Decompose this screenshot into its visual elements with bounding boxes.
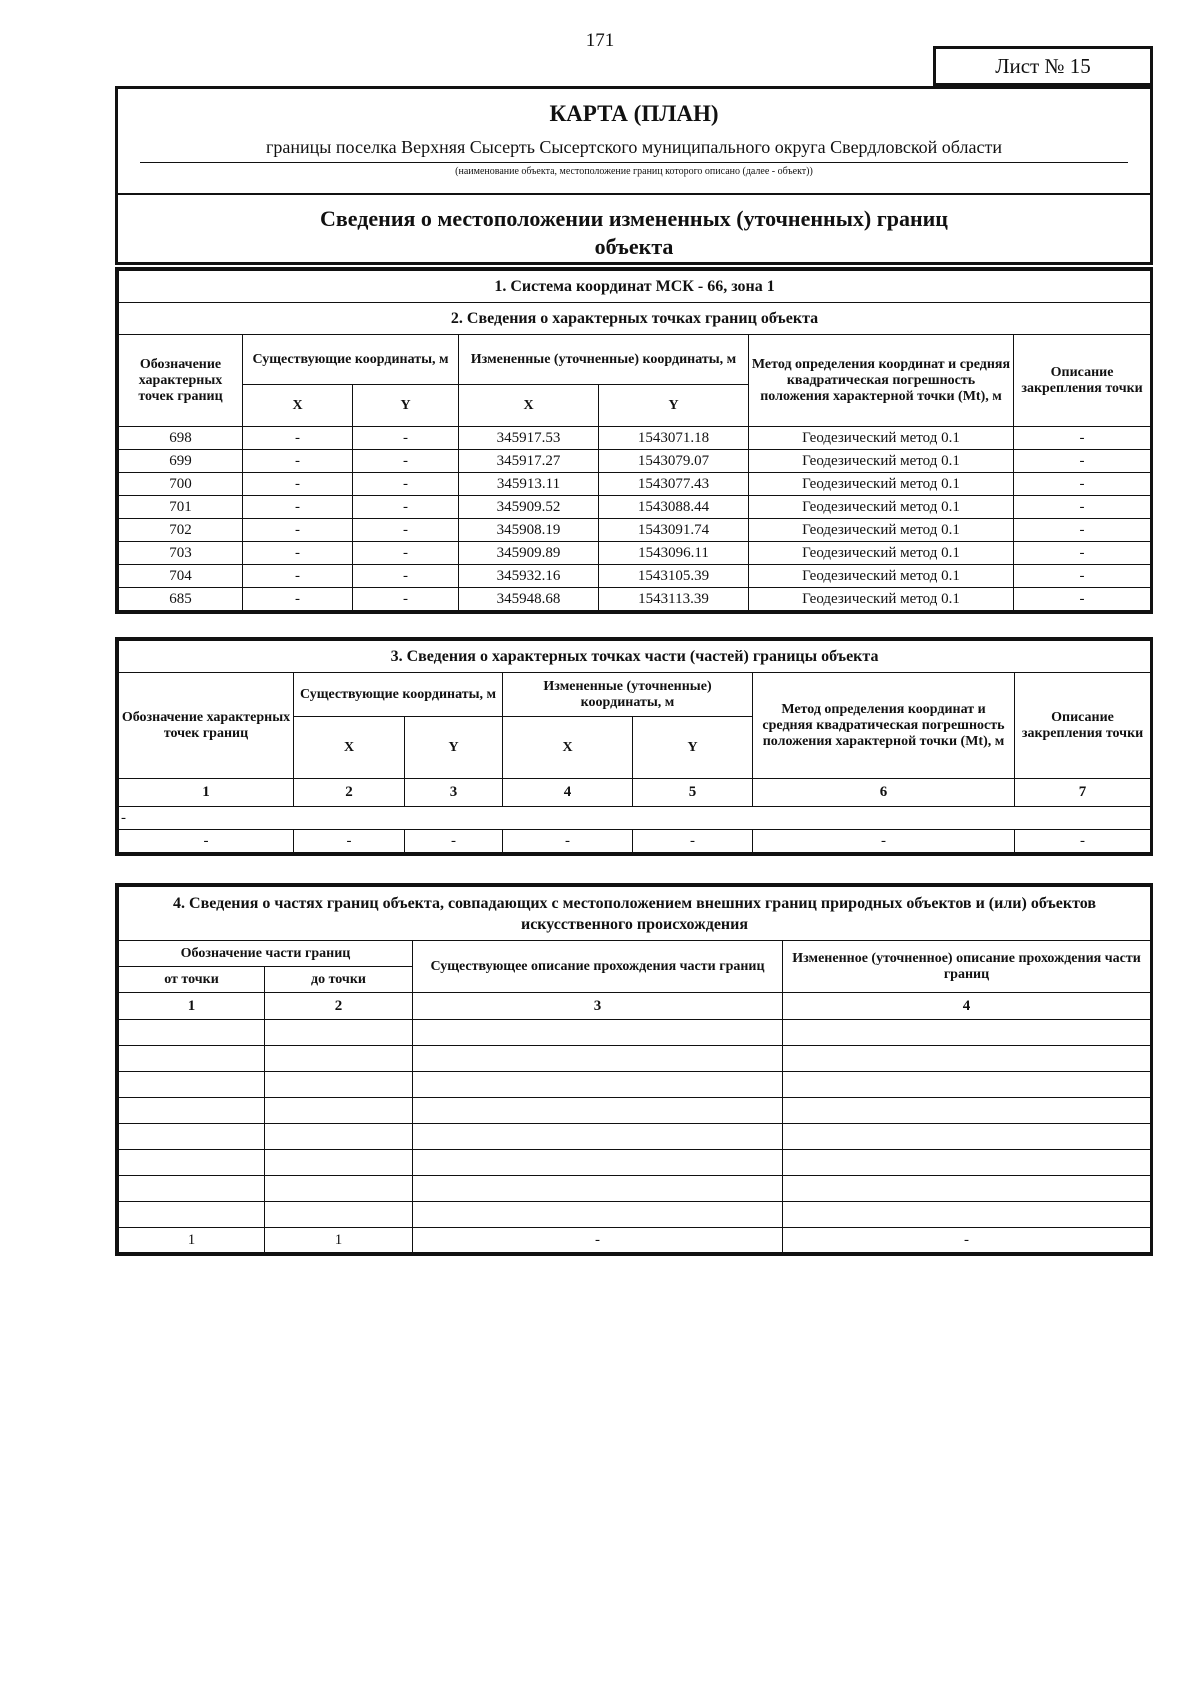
changed-x: 345908.19 bbox=[459, 519, 599, 542]
col-changed-x: X bbox=[459, 385, 599, 427]
empty-row bbox=[119, 1072, 1151, 1098]
existing-y: - bbox=[353, 496, 459, 519]
description: - bbox=[1014, 450, 1151, 473]
section-2-title: 2. Сведения о характерных точках границ объекта bbox=[119, 303, 1151, 335]
table-row bbox=[119, 565, 1151, 588]
column-number: 4 bbox=[503, 779, 633, 807]
col-part-header: Обозначение части границ bbox=[119, 941, 413, 967]
column-number: 3 bbox=[405, 779, 503, 807]
cell: - bbox=[1015, 830, 1151, 853]
cell: - bbox=[503, 830, 633, 853]
col-changed-y: Y bbox=[599, 385, 749, 427]
method: Геодезический метод 0.1 bbox=[749, 542, 1014, 565]
col-existing-y: Y bbox=[353, 385, 459, 427]
col-to-header: до точки bbox=[265, 967, 413, 993]
existing-y: - bbox=[353, 588, 459, 611]
description: - bbox=[1014, 496, 1151, 519]
table-row bbox=[119, 588, 1151, 611]
changed-x: 345917.27 bbox=[459, 450, 599, 473]
col-changed-y: Y bbox=[633, 717, 753, 779]
description: - bbox=[1014, 588, 1151, 611]
cell: - bbox=[119, 830, 294, 853]
existing-y: - bbox=[353, 519, 459, 542]
existing-x: - bbox=[243, 519, 353, 542]
description: - bbox=[1014, 519, 1151, 542]
existing-y: - bbox=[353, 473, 459, 496]
existing-y: - bbox=[353, 450, 459, 473]
changed-x: 345909.52 bbox=[459, 496, 599, 519]
existing-x: - bbox=[243, 427, 353, 450]
col-point-header: Обозначение характерных точек границ bbox=[119, 673, 294, 779]
cell: - bbox=[753, 830, 1015, 853]
method: Геодезический метод 0.1 bbox=[749, 427, 1014, 450]
col-desc-header: Описание закрепления точки bbox=[1014, 335, 1151, 427]
column-numbers-row bbox=[119, 779, 1151, 807]
col-existing-x: X bbox=[243, 385, 353, 427]
map-title: КАРТА (ПЛАН) bbox=[549, 101, 719, 126]
existing-x: - bbox=[243, 450, 353, 473]
changed-y: 1543105.39 bbox=[599, 565, 749, 588]
description: - bbox=[1014, 427, 1151, 450]
object-note: (наименование объекта, местоположение границ которого описано (далее - объект)) bbox=[455, 166, 813, 177]
column-number: 7 bbox=[1015, 779, 1151, 807]
cell: - bbox=[633, 830, 753, 853]
col-from-header: от точки bbox=[119, 967, 265, 993]
section-3-title: 3. Сведения о характерных точках части (частей) границы объекта bbox=[119, 641, 1151, 673]
table-row bbox=[119, 450, 1151, 473]
empty-row bbox=[119, 1098, 1151, 1124]
changed-y: 1543088.44 bbox=[599, 496, 749, 519]
description: - bbox=[1014, 542, 1151, 565]
table-row bbox=[119, 427, 1151, 450]
changed-x: 345917.53 bbox=[459, 427, 599, 450]
column-number: 1 bbox=[119, 779, 294, 807]
method: Геодезический метод 0.1 bbox=[749, 496, 1014, 519]
header-divider bbox=[118, 193, 1150, 195]
method: Геодезический метод 0.1 bbox=[749, 565, 1014, 588]
col-method-header: Метод определения координат и средняя квадратическая погрешность положения характерной точки (Mt), м bbox=[753, 673, 1015, 779]
cell: - bbox=[294, 830, 405, 853]
part-points-table bbox=[115, 637, 1153, 856]
point-id: 702 bbox=[119, 519, 243, 542]
header-subtitle bbox=[118, 205, 1150, 261]
col-existing-x: X bbox=[294, 717, 405, 779]
existing-x: - bbox=[243, 496, 353, 519]
changed-y: 1543113.39 bbox=[599, 588, 749, 611]
column-numbers-row bbox=[119, 993, 1151, 1020]
page-number: 171 bbox=[585, 30, 615, 51]
table-row bbox=[119, 542, 1151, 565]
point-id: 700 bbox=[119, 473, 243, 496]
col-changed-x: X bbox=[503, 717, 633, 779]
empty-row bbox=[119, 1046, 1151, 1072]
method: Геодезический метод 0.1 bbox=[749, 519, 1014, 542]
col-existing-header: Существующие координаты, м bbox=[243, 335, 459, 385]
part-label: - bbox=[119, 807, 1151, 830]
col-method-header: Метод определения координат и средняя квадратическая погрешность положения характерной точки (Mt), м bbox=[749, 335, 1014, 427]
existing-y: - bbox=[353, 542, 459, 565]
to-point: 1 bbox=[265, 1228, 413, 1253]
changed-x: 345932.16 bbox=[459, 565, 599, 588]
table-row bbox=[119, 830, 1151, 853]
table-row bbox=[119, 496, 1151, 519]
empty-row bbox=[119, 1124, 1151, 1150]
boundary-points-table bbox=[115, 267, 1153, 614]
point-id: 701 bbox=[119, 496, 243, 519]
col-changed-header: Измененные (уточненные) координаты, м bbox=[503, 673, 753, 717]
changed-y: 1543071.18 bbox=[599, 427, 749, 450]
column-number: 2 bbox=[265, 993, 413, 1020]
changed-x: 345909.89 bbox=[459, 542, 599, 565]
existing-x: - bbox=[243, 473, 353, 496]
table-row bbox=[119, 519, 1151, 542]
column-number: 6 bbox=[753, 779, 1015, 807]
method: Геодезический метод 0.1 bbox=[749, 473, 1014, 496]
col-changed-desc-header: Измененное (уточненное) описание прохождения части границ bbox=[783, 941, 1151, 993]
column-number: 2 bbox=[294, 779, 405, 807]
changed-y: 1543096.11 bbox=[599, 542, 749, 565]
section-4-title: 4. Сведения о частях границ объекта, совпадающих с местоположением внешних границ природных объектов и (или) объектов искусственного происхождения bbox=[119, 887, 1151, 941]
changed-y: 1543079.07 bbox=[599, 450, 749, 473]
table-row bbox=[119, 1228, 1151, 1253]
table-row bbox=[119, 473, 1151, 496]
point-id: 703 bbox=[119, 542, 243, 565]
changed-y: 1543091.74 bbox=[599, 519, 749, 542]
existing-y: - bbox=[353, 427, 459, 450]
sheet-label: Лист № 15 bbox=[933, 46, 1153, 86]
method: Геодезический метод 0.1 bbox=[749, 450, 1014, 473]
empty-row bbox=[119, 1202, 1151, 1228]
method: Геодезический метод 0.1 bbox=[749, 588, 1014, 611]
from-point: 1 bbox=[119, 1228, 265, 1253]
subtitle-line-2: объекта bbox=[594, 234, 674, 259]
empty-row bbox=[119, 1020, 1151, 1046]
description: - bbox=[1014, 565, 1151, 588]
empty-row bbox=[119, 1176, 1151, 1202]
changed-x: 345948.68 bbox=[459, 588, 599, 611]
col-changed-header: Измененные (уточненные) координаты, м bbox=[459, 335, 749, 385]
changed-x: 345913.11 bbox=[459, 473, 599, 496]
description: - bbox=[1014, 473, 1151, 496]
point-id: 704 bbox=[119, 565, 243, 588]
col-existing-header: Существующие координаты, м bbox=[294, 673, 503, 717]
map-header bbox=[115, 86, 1153, 265]
subtitle-line-1: Сведения о местоположении измененных (уточненных) границ bbox=[320, 206, 948, 231]
point-id: 698 bbox=[119, 427, 243, 450]
column-number: 1 bbox=[119, 993, 265, 1020]
point-id: 699 bbox=[119, 450, 243, 473]
changed-y: 1543077.43 bbox=[599, 473, 749, 496]
coordinate-system-title: 1. Система координат МСК - 66, зона 1 bbox=[119, 271, 1151, 303]
changed-description: - bbox=[783, 1228, 1151, 1253]
boundary-parts-table bbox=[115, 883, 1153, 1256]
col-desc-header: Описание закрепления точки bbox=[1015, 673, 1151, 779]
col-existing-desc-header: Существующее описание прохождения части границ bbox=[413, 941, 783, 993]
column-number: 5 bbox=[633, 779, 753, 807]
point-id: 685 bbox=[119, 588, 243, 611]
existing-x: - bbox=[243, 588, 353, 611]
empty-row bbox=[119, 1150, 1151, 1176]
existing-y: - bbox=[353, 565, 459, 588]
column-number: 4 bbox=[783, 993, 1151, 1020]
object-name: границы поселка Верхняя Сысерть Сысертского муниципального округа Свердловской области bbox=[266, 137, 1002, 157]
underline bbox=[140, 162, 1128, 163]
existing-x: - bbox=[243, 542, 353, 565]
existing-description: - bbox=[413, 1228, 783, 1253]
existing-x: - bbox=[243, 565, 353, 588]
cell: - bbox=[405, 830, 503, 853]
col-point-header: Обозначение характерных точек границ bbox=[119, 335, 243, 427]
col-existing-y: Y bbox=[405, 717, 503, 779]
column-number: 3 bbox=[413, 993, 783, 1020]
